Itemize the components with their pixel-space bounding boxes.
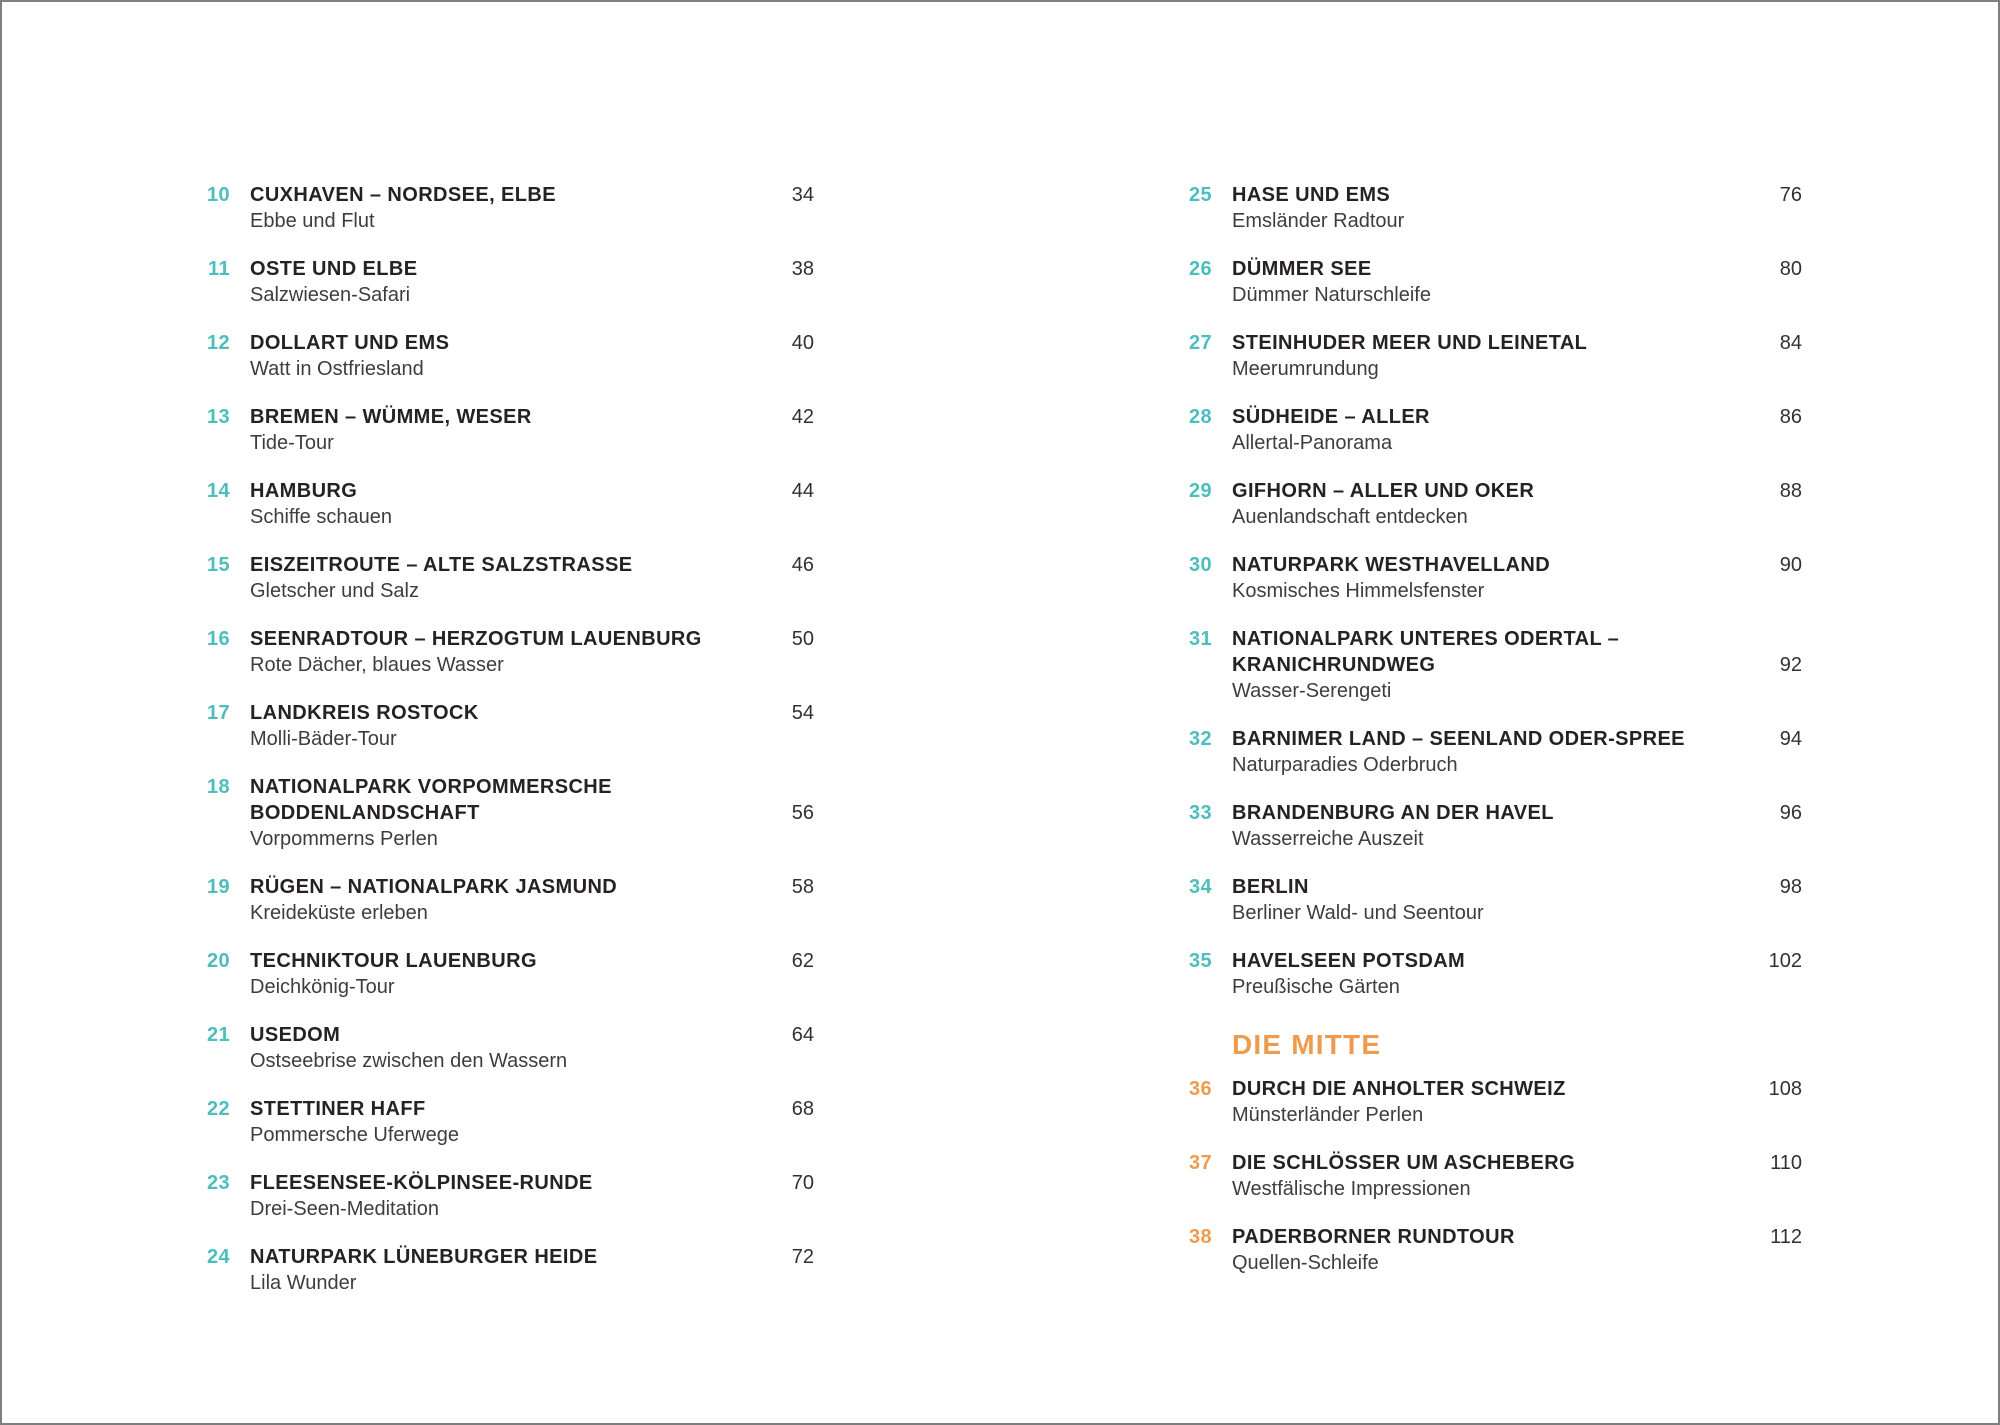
entry-number: 18 — [206, 776, 230, 798]
toc-column-right — [1178, 182, 1802, 1298]
entry-title-line: HAMBURG — [250, 480, 358, 502]
entry-page-number: 90 — [1779, 554, 1802, 576]
toc-entry — [196, 552, 814, 604]
entry-subtitle: Meerumrundung — [1232, 358, 1379, 380]
entry-number: 27 — [1188, 332, 1212, 354]
entry-page-number: 92 — [1779, 654, 1802, 676]
entry-body — [250, 626, 814, 678]
entry-title-line: DOLLART UND EMS — [250, 332, 450, 354]
entry-subtitle: Schiffe schauen — [250, 506, 392, 528]
entry-page-number: 110 — [1770, 1152, 1802, 1174]
entry-subtitle: Wasser-Serengeti — [1232, 680, 1392, 702]
entry-title-row — [1232, 1076, 1802, 1102]
entry-page-number: 80 — [1779, 258, 1802, 280]
entry-body — [250, 330, 814, 382]
entry-number: 13 — [206, 406, 230, 428]
entry-number: 22 — [206, 1098, 230, 1120]
entry-body — [1232, 874, 1802, 926]
entry-subtitle: Quellen-Schleife — [1232, 1252, 1379, 1274]
toc-entry — [196, 626, 814, 678]
entry-page-number: 102 — [1768, 950, 1802, 972]
entry-title-line: USEDOM — [250, 1024, 341, 1046]
toc-entry — [1178, 1076, 1802, 1128]
entry-subtitle: Kreideküste erleben — [250, 902, 428, 924]
entry-title-row — [250, 552, 814, 578]
entry-body — [250, 1022, 814, 1074]
entry-title-line: DIE SCHLÖSSER UM ASCHEBERG — [1232, 1152, 1576, 1174]
entry-title-line: BREMEN – WÜMME, WESER — [250, 406, 532, 428]
entry-subtitle: Drei-Seen-Meditation — [250, 1198, 439, 1220]
entry-page-number: 38 — [791, 258, 814, 280]
entry-subtitle: Naturparadies Oderbruch — [1232, 754, 1458, 776]
entry-number: 32 — [1188, 728, 1212, 750]
entry-title-row — [250, 182, 814, 208]
entry-number: 19 — [206, 876, 230, 898]
toc-entry — [196, 478, 814, 530]
entry-subtitle: Auenlandschaft entdecken — [1232, 506, 1468, 528]
entry-body — [1232, 800, 1802, 852]
entry-subtitle: Deichkönig-Tour — [250, 976, 395, 998]
entry-number: 35 — [1188, 950, 1212, 972]
entry-title-line: DURCH DIE ANHOLTER SCHWEIZ — [1232, 1078, 1566, 1100]
section-header: DIE MITTE — [1232, 1029, 1382, 1060]
entry-body — [1232, 1150, 1802, 1202]
toc-entry — [196, 700, 814, 752]
toc-entry — [1178, 726, 1802, 778]
entry-title-line: HASE UND EMS — [1232, 184, 1391, 206]
toc-entry — [196, 774, 814, 852]
entry-body — [250, 874, 814, 926]
entry-page-number: 56 — [791, 802, 814, 824]
entry-body — [250, 1096, 814, 1148]
entry-title-line: SÜDHEIDE – ALLER — [1232, 406, 1430, 428]
entry-subtitle: Emsländer Radtour — [1232, 210, 1405, 232]
entry-page-number: 54 — [791, 702, 814, 724]
entry-title-row — [250, 1096, 814, 1122]
entry-title-row — [1232, 652, 1802, 678]
entry-subtitle: Allertal-Panorama — [1232, 432, 1393, 454]
entry-title-row — [250, 1170, 814, 1196]
entry-subtitle: Münsterländer Perlen — [1232, 1104, 1424, 1126]
entry-page-number: 112 — [1770, 1226, 1802, 1248]
entry-title-row — [250, 330, 814, 356]
entry-title-row — [250, 256, 814, 282]
entry-subtitle: Lila Wunder — [250, 1272, 357, 1294]
entry-title-line: FLEESENSEE-KÖLPINSEE-RUNDE — [250, 1172, 593, 1194]
entry-number: 29 — [1188, 480, 1212, 502]
entry-number: 25 — [1188, 184, 1212, 206]
entry-body — [1232, 1224, 1802, 1276]
entry-subtitle: Ostseebrise zwischen den Wassern — [250, 1050, 568, 1072]
entry-title-line: BARNIMER LAND – SEENLAND ODER-SPREE — [1232, 728, 1685, 750]
entry-body — [1232, 256, 1802, 308]
entry-title-line: DÜMMER SEE — [1232, 258, 1372, 280]
entry-page-number: 70 — [791, 1172, 814, 1194]
entry-title-line: LANDKREIS ROSTOCK — [250, 702, 479, 724]
entry-title-line: STETTINER HAFF — [250, 1098, 426, 1120]
toc-entry — [1178, 1150, 1802, 1202]
entry-body — [1232, 552, 1802, 604]
entry-number: 28 — [1188, 406, 1212, 428]
toc-entry — [196, 404, 814, 456]
entry-title-line: NATIONALPARK UNTERES ODERTAL – — [1232, 628, 1620, 650]
entry-subtitle: Berliner Wald- und Seentour — [1232, 902, 1484, 924]
entry-body — [1232, 1076, 1802, 1128]
toc-entry — [196, 948, 814, 1000]
entry-number: 30 — [1188, 554, 1212, 576]
entry-title-row — [250, 404, 814, 430]
entry-body — [250, 700, 814, 752]
entry-title-line: BODDENLANDSCHAFT — [250, 802, 480, 824]
entry-page-number: 62 — [791, 950, 814, 972]
entry-page-number: 72 — [791, 1246, 814, 1268]
toc-entry — [196, 182, 814, 234]
entry-body — [1232, 626, 1802, 704]
entry-title-line: TECHNIKTOUR LAUENBURG — [250, 950, 537, 972]
entry-body — [250, 1244, 814, 1296]
toc-column-left — [196, 182, 814, 1318]
toc-entry — [1178, 404, 1802, 456]
toc-entry — [1178, 330, 1802, 382]
entry-page-number: 46 — [791, 554, 814, 576]
entry-number: 33 — [1188, 802, 1212, 824]
entry-title-row — [250, 478, 814, 504]
entry-title-line: HAVELSEEN POTSDAM — [1232, 950, 1466, 972]
entry-title-row — [1232, 330, 1802, 356]
entry-title-row — [1232, 552, 1802, 578]
entry-page-number: 86 — [1779, 406, 1802, 428]
entry-title-row — [250, 874, 814, 900]
entry-title-line: PADERBORNER RUNDTOUR — [1232, 1226, 1515, 1248]
entry-number: 36 — [1188, 1078, 1212, 1100]
entry-title-line: BERLIN — [1232, 876, 1309, 898]
entry-page-number: 68 — [791, 1098, 814, 1120]
entry-title-line: NATURPARK LÜNEBURGER HEIDE — [250, 1246, 598, 1268]
toc-entry — [196, 874, 814, 926]
entry-subtitle: Watt in Ostfriesland — [250, 358, 424, 380]
entry-title-row — [1232, 726, 1802, 752]
entry-page-number: 64 — [791, 1024, 814, 1046]
entry-number: 24 — [206, 1246, 230, 1268]
entry-page-number: 50 — [791, 628, 814, 650]
entry-body — [250, 182, 814, 234]
entry-title-row — [1232, 1150, 1802, 1176]
entry-body — [250, 552, 814, 604]
entry-page-number: 44 — [791, 480, 814, 502]
toc-entry — [196, 1244, 814, 1296]
entry-number: 17 — [206, 702, 230, 724]
entry-number: 14 — [206, 480, 230, 502]
entry-title-line: BRANDENBURG AN DER HAVEL — [1232, 802, 1554, 824]
entry-body — [250, 774, 814, 852]
entry-subtitle: Dümmer Naturschleife — [1232, 284, 1431, 306]
entry-subtitle: Kosmisches Himmelsfenster — [1232, 580, 1485, 602]
toc-entry — [1178, 182, 1802, 234]
entry-title-line: STEINHUDER MEER UND LEINETAL — [1232, 332, 1588, 354]
entry-body — [1232, 948, 1802, 1000]
entry-number: 31 — [1188, 628, 1212, 650]
entry-title-row — [250, 800, 814, 826]
entry-subtitle: Gletscher und Salz — [250, 580, 419, 602]
entry-number: 10 — [206, 184, 230, 206]
toc-entry — [196, 256, 814, 308]
entry-subtitle: Westfälische Impressionen — [1232, 1178, 1471, 1200]
entry-page-number: 108 — [1768, 1078, 1802, 1100]
entry-body — [250, 948, 814, 1000]
entry-number: 37 — [1188, 1152, 1212, 1174]
entry-subtitle: Ebbe und Flut — [250, 210, 375, 232]
entry-page-number: 84 — [1779, 332, 1802, 354]
entry-title-row — [1232, 478, 1802, 504]
entry-title-row — [1232, 256, 1802, 282]
entry-title-row — [1232, 182, 1802, 208]
entry-subtitle: Vorpommerns Perlen — [250, 828, 438, 850]
toc-entry — [1178, 948, 1802, 1000]
toc-entry — [196, 330, 814, 382]
entry-body — [1232, 404, 1802, 456]
entry-body — [250, 1170, 814, 1222]
toc-entry — [1178, 800, 1802, 852]
entry-body — [1232, 330, 1802, 382]
toc-entry — [1178, 626, 1802, 704]
entry-subtitle: Molli-Bäder-Tour — [250, 728, 397, 750]
entry-title-line: EISZEITROUTE – ALTE SALZSTRASSE — [250, 554, 633, 576]
entry-subtitle: Wasserreiche Auszeit — [1232, 828, 1424, 850]
entry-number: 23 — [206, 1172, 230, 1194]
entry-page-number: 34 — [791, 184, 814, 206]
entry-body — [250, 478, 814, 530]
entry-title-row — [1232, 404, 1802, 430]
entry-number: 21 — [206, 1024, 230, 1046]
toc-entry — [1178, 478, 1802, 530]
entry-title-line: CUXHAVEN – NORDSEE, ELBE — [250, 184, 556, 206]
entry-number: 11 — [208, 258, 230, 280]
entry-page-number: 58 — [791, 876, 814, 898]
entry-title-row — [250, 626, 814, 652]
entry-number: 12 — [206, 332, 230, 354]
entry-subtitle: Salzwiesen-Safari — [250, 284, 411, 306]
toc-entry — [1178, 552, 1802, 604]
entry-number: 26 — [1188, 258, 1212, 280]
entry-body — [1232, 478, 1802, 530]
entry-page-number: 96 — [1779, 802, 1802, 824]
entry-subtitle: Rote Dächer, blaues Wasser — [250, 654, 504, 676]
entry-title-row — [1232, 1224, 1802, 1250]
entry-subtitle: Tide-Tour — [250, 432, 334, 454]
entry-page-number: 40 — [791, 332, 814, 354]
entry-title-line: GIFHORN – ALLER UND OKER — [1232, 480, 1535, 502]
toc-entry — [1178, 1224, 1802, 1276]
entry-subtitle: Preußische Gärten — [1232, 976, 1400, 998]
entry-page-number: 76 — [1779, 184, 1802, 206]
entry-title-row — [250, 1244, 814, 1270]
entry-number: 20 — [206, 950, 230, 972]
entry-title-row — [1232, 800, 1802, 826]
entry-number: 34 — [1188, 876, 1212, 898]
entry-page-number: 42 — [791, 406, 814, 428]
entry-title-line: SEENRADTOUR – HERZOGTUM LAUENBURG — [250, 628, 702, 650]
entry-body — [1232, 182, 1802, 234]
entry-body — [1232, 726, 1802, 778]
entry-title-line: RÜGEN – NATIONALPARK JASMUND — [250, 876, 618, 898]
entry-page-number: 94 — [1779, 728, 1802, 750]
entry-title-line: OSTE UND ELBE — [250, 258, 418, 280]
entry-number: 15 — [206, 554, 230, 576]
entry-title-line: NATIONALPARK VORPOMMERSCHE — [250, 776, 612, 798]
entry-body — [250, 256, 814, 308]
toc-entry — [1178, 874, 1802, 926]
entry-title-line: NATURPARK WESTHAVELLAND — [1232, 554, 1551, 576]
toc-entry — [196, 1170, 814, 1222]
entry-title-row — [1232, 874, 1802, 900]
entry-title-row — [250, 948, 814, 974]
entry-page-number: 88 — [1779, 480, 1802, 502]
toc-entry — [1178, 256, 1802, 308]
entry-title-row — [250, 1022, 814, 1048]
toc-entry — [196, 1096, 814, 1148]
entry-title-line: KRANICHRUNDWEG — [1232, 654, 1436, 676]
entry-title-row — [1232, 948, 1802, 974]
entry-page-number: 98 — [1779, 876, 1802, 898]
entry-number: 16 — [206, 628, 230, 650]
entry-number: 38 — [1188, 1226, 1212, 1248]
entry-title-row — [250, 700, 814, 726]
toc-entry — [196, 1022, 814, 1074]
entry-subtitle: Pommersche Uferwege — [250, 1124, 459, 1146]
entry-body — [250, 404, 814, 456]
